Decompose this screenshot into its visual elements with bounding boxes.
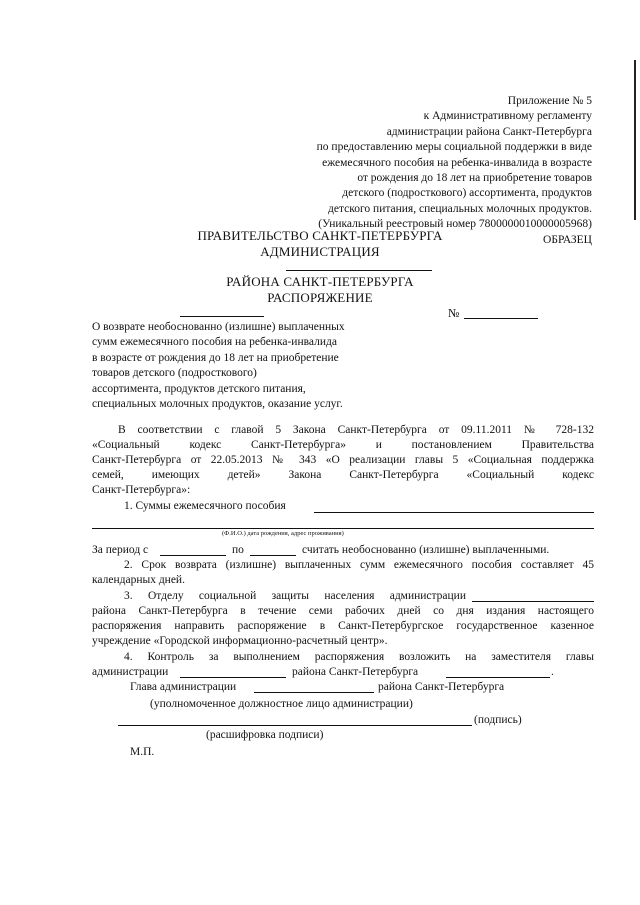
- item3-line: 3. Отделу социальной защиты населения администрации: [124, 590, 466, 602]
- preamble-line: Санкт-Петербурга от 22.05.2013 № 343 «О реализации главы 5 «Социальная поддержка: [92, 454, 594, 466]
- item3-line: учреждение «Городской информационно-расчетный центр».: [92, 635, 388, 647]
- appendix-block: [212, 94, 592, 248]
- period-from-blank: [160, 555, 226, 556]
- seal-label: М.П.: [130, 746, 155, 758]
- decoding-label: (расшифровка подписи): [206, 729, 324, 741]
- subject-line: сумм ежемесячного пособия на ребенка-инвалида: [92, 336, 337, 349]
- item3-blank-line: [472, 601, 594, 602]
- order-subject: [92, 320, 392, 412]
- order-title: РАСПОРЯЖЕНИЕ: [267, 290, 373, 305]
- preamble-line: В соответствии с главой 5 Закона Санкт-Петербурга от 09.11.2011 № 728-132: [118, 424, 594, 436]
- number-label: №: [448, 306, 460, 320]
- scan-edge-mark: [634, 60, 636, 220]
- item4-admin-label: администрации: [92, 666, 169, 678]
- period-to-blank: [250, 555, 296, 556]
- item4-line: 4. Контроль за выполнением распоряжения возложить на заместителя главы: [124, 651, 594, 663]
- subject-line: в возрасте от рождения до 18 лет на приобретение: [92, 351, 339, 364]
- appendix-line: Приложение № 5: [507, 95, 592, 107]
- period-from-label: За период с: [92, 544, 149, 556]
- subject-line: ассортимента, продуктов детского питания,: [92, 382, 306, 395]
- item1-text: 1. Суммы ежемесячного пособия: [124, 500, 286, 512]
- appendix-line: детского питания, специальных молочных продуктов.: [328, 202, 592, 215]
- signature-blank-line: [118, 725, 472, 726]
- item2-line: календарных дней.: [92, 574, 185, 586]
- district-title: РАЙОНА САНКТ-ПЕТЕРБУРГА: [226, 274, 414, 289]
- district-blank-line: [286, 270, 432, 271]
- subject-line: специальных молочных продуктов, оказание услуг.: [92, 398, 343, 411]
- signature-label: (подпись): [474, 714, 522, 726]
- item4-deputy-blank: [446, 677, 550, 678]
- period-to-label: по: [232, 544, 244, 556]
- appendix-line: детского (подросткового) ассортимента, продуктов: [342, 187, 592, 200]
- head-label: Глава администрации: [130, 681, 237, 693]
- item1-blank-line: [314, 512, 594, 513]
- item4-district-label: района Санкт-Петербурга: [292, 666, 419, 678]
- preamble-line: Санкт-Петербурга»:: [92, 484, 191, 496]
- administration-title: АДМИНИСТРАЦИЯ: [260, 244, 380, 259]
- appendix-line: ежемесячного пособия на ребенка-инвалида в возрасте: [322, 156, 592, 169]
- appendix-line: к Административному регламенту: [423, 110, 592, 123]
- item3-line: района Санкт-Петербурга в течение семи рабочих дней со дня издания настоящего: [92, 605, 594, 617]
- appendix-line: по предоставлению меры социальной поддержки в виде: [316, 141, 592, 154]
- number-blank-line: [464, 318, 538, 319]
- subject-line: товаров детского (подросткового): [92, 367, 257, 380]
- period-tail: считать необоснованно (излишне) выплаченными.: [302, 544, 550, 556]
- date-blank-line: [180, 316, 264, 317]
- subject-line: О возврате необоснованно (излишне) выплаченных: [92, 321, 345, 333]
- official-note: (уполномоченное должностное лицо администрации): [150, 698, 413, 710]
- appendix-line: от рождения до 18 лет на приобретение товаров: [357, 172, 592, 185]
- preamble-line: «Социальный кодекс Санкт-Петербурга» и постановлением Правительства: [92, 439, 594, 451]
- government-title: ПРАВИТЕЛЬСТВО САНКТ-ПЕТЕРБУРГА: [197, 228, 443, 243]
- item4-end: .: [551, 666, 554, 678]
- appendix-line: администрации района Санкт-Петербурга: [386, 125, 592, 138]
- preamble-line: семей, имеющих детей» Закона Санкт-Петербурга «Социальный кодекс: [92, 469, 594, 481]
- fio-blank-line: [92, 528, 594, 529]
- item2-line: 2. Срок возврата (излишне) выплаченных сумм ежемесячного пособия составляет 45: [124, 559, 594, 571]
- fio-caption: (Ф.И.О.) дата рождения, адрес проживания): [222, 530, 344, 537]
- item4-admin-blank: [180, 677, 286, 678]
- sample-label: ОБРАЗЕЦ: [543, 233, 592, 246]
- head-admin-blank: [254, 692, 374, 693]
- item3-line: распоряжения направить распоряжение в Санкт-Петербургское государственное казенное: [92, 620, 594, 632]
- head-district-label: района Санкт-Петербурга: [378, 681, 505, 693]
- appendix-line: (Уникальный реестровый номер 7800000010000005968): [318, 218, 592, 231]
